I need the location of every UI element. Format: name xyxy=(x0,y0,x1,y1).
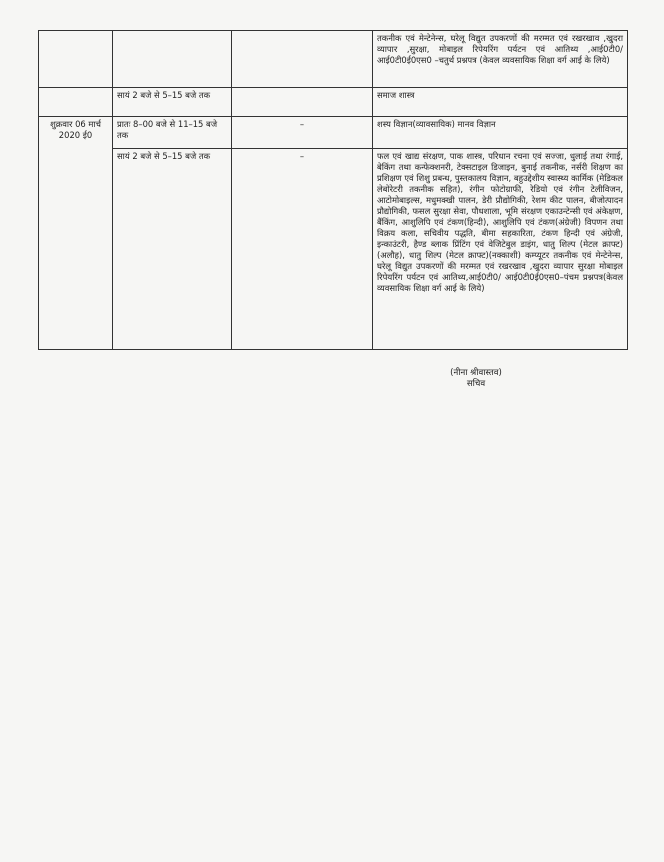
table-row xyxy=(39,88,628,117)
subjects-cell: शस्य विज्ञान(व्यावसायिक) मानव विज्ञान xyxy=(373,117,628,149)
day-cell xyxy=(39,88,113,117)
signature-block xyxy=(436,368,516,390)
table-row xyxy=(39,31,628,88)
time-cell: सायं 2 बजे से 5–15 बजे तक xyxy=(113,149,232,350)
day-cell: शुक्रवार 06 मार्च 2020 ई0 xyxy=(39,117,113,350)
table-row xyxy=(39,117,628,149)
signatory-designation: सचिव xyxy=(466,379,486,389)
subjects-cell: समाज शास्त्र xyxy=(373,88,628,117)
subjects-cell: तकनीक एवं मेन्टेनेन्स, घरेलू विद्युत उपकरणों की मरम्मत एवं रखरखाव ,खुदरा व्यापार ,सुरक्षा, मोबाइल रिपेयरिंग पर्यटन एवं आतिथ्य ,आई0टी0/ आई0टी0ई0एस0 –चतुर्थ प्रश्नपत्र (केवल व्यवसायिक शिक्षा वर्ग आई के लिये) xyxy=(373,31,628,88)
exam-schedule-table xyxy=(38,30,628,350)
time-cell: प्रातः 8–00 बजे से 11–15 बजे तक xyxy=(113,117,232,149)
signatory-name: (नीना श्रीवास्तव) xyxy=(450,368,502,378)
table-row xyxy=(39,149,628,350)
time-cell xyxy=(113,31,232,88)
paper-cell xyxy=(232,31,373,88)
paper-cell: – xyxy=(232,149,373,350)
subjects-cell: फल एवं खाद्य संरक्षण, पाक शास्त्र, परिधान रचना एवं सज्जा, धुलाई तथा रंगाई, बेकिंग तथा कन्फेक्शनरी, टेक्सटाइल डिजाइन, बुनाई तकनीक, नर्सरी शिक्षण का प्रशिक्षण एवं शिशु प्रबन्ध, पुस्तकालय विज्ञान, बहुउद्देशीय स्वास्थ्य कार्मिक (मेडिकल लेबोरेटरी तकनीक सहित), रंगीन फोटोग्राफी, रेडियो एवं रंगीन टेलीविजन, आटोमोबाइल्स, मधुमक्खी पालन, डेरी प्रौद्योगिकी, रेशम कीट पालन, बीजोत्पादन प्रौद्योगिकी, फसल सुरक्षा सेवा, पौधशाला, भूमि संरक्षण एकाउन्टेन्सी एवं अंकेक्षण, बैंकिंग, आशुलिपि एवं टंकण(हिन्दी), आशुलिपि एवं टंकण(अंग्रेजी) विपणन तथा विक्रय कला, सचिवीय पद्धति, बीमा सहकारिता, टंकण हिन्दी एवं अंग्रेजी, इन्काउंटरी, हैण्ड ब्लाक प्रिंटिंग एवं वेजिटेबुल डाइंग, धातु शिल्प (मेटल क्राफ्ट)(अलौह), धातु शिल्प (मेटल क्राफ्ट)(नक्काशी) कम्प्यूटर तकनीक एवं मेन्टेनेन्स, घरेलू विद्युत उपकरणों की मरम्मत एवं रखरखाव ,खुदरा व्यापार सुरक्षा मोबाइल रिपेयरिंग पर्यटन एवं आतिथ्य,आई0टी0/ आई0टी0ई0एस0–पंचम प्रश्नपत्र(केवल व्यवसायिक शिक्षा वर्ग आई के लिये) xyxy=(373,149,628,350)
paper-cell xyxy=(232,88,373,117)
day-cell xyxy=(39,31,113,88)
time-cell: सायं 2 बजे से 5–15 बजे तक xyxy=(113,88,232,117)
paper-cell: – xyxy=(232,117,373,149)
